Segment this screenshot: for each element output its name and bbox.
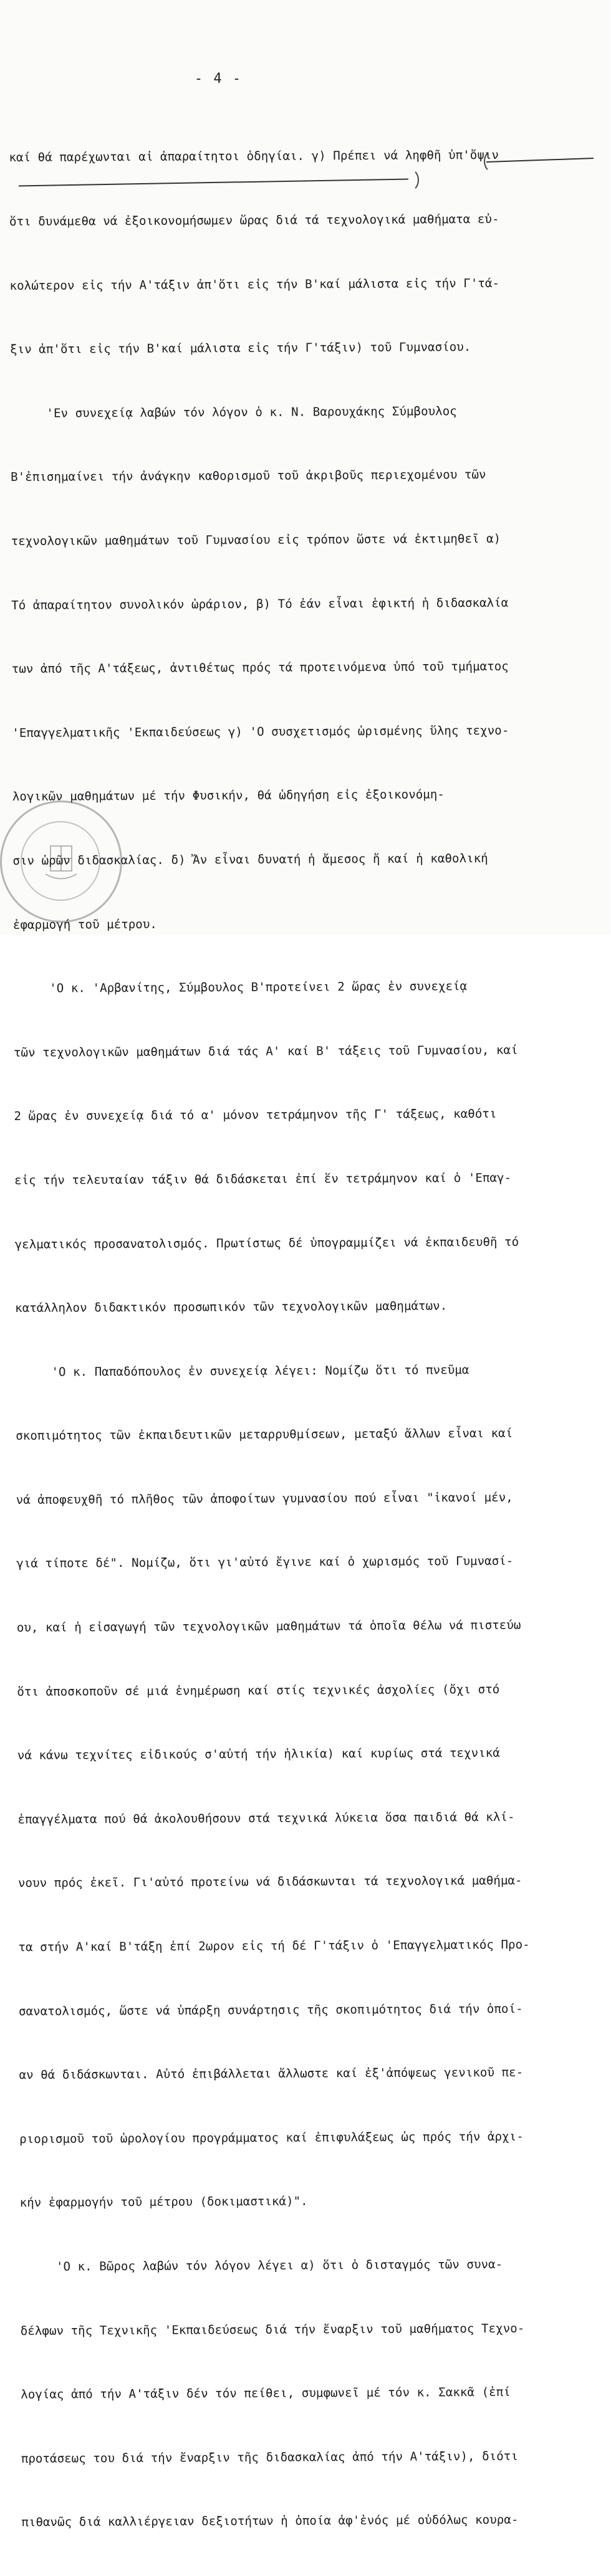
document-body: [9, 102, 611, 2576]
text-line: 'Ο κ. 'Αρβανίτης, Σύμβουλος Β'προτείνει 2 ὥρας ἐν συνεχείᾳ: [13, 979, 468, 996]
text-line: τῶν τεχνολογικῶν μαθημάτων διά τάς Α' καί Β' τάξεις τοῦ Γυμνασίου, καί: [13, 1042, 518, 1060]
page-number: - 4 -: [194, 71, 243, 87]
text-line: ἐπαγγέλματα πού θά ἀκολουθήσουν στά τεχνικά λύκεια ὅσα παιδιά θά κλί-: [17, 1809, 515, 1827]
text-line: κατάλληλον διδακτικόν προσωπικόν τῶν τεχνολογικῶν μαθημάτων.: [15, 1298, 448, 1316]
text-line: ἐφαρμογή τοῦ μέτρου.: [12, 916, 157, 932]
text-line: 'Ο κ. Παπαδόπουλος ἐν συνεχείᾳ λέγει: Νομίζω ὅτι τό πνεῦμα: [15, 1362, 469, 1379]
text-line: αν θά διδάσκωνται. Αὐτό ἐπιβάλλεται ἄλλωστε καί ἐξ'ἀπόψεως γενικοῦ πε-: [19, 2065, 524, 2083]
text-line: σκοπιμότητος τῶν ἐκπαιδευτικῶν μεταρρυθμίσεων, μεταξύ ἄλλων εἶναι καί: [16, 1426, 513, 1443]
text-line: ὅτι ἀποσκοποῦν σέ μιά ἐνημέρωση καί στίς τεχνικές ἀσχολίες (ὄχι στό: [17, 1681, 500, 1699]
text-line: 'Εν συνεχείᾳ λαβών τόν λόγον ὁ κ. Ν. Βαρουχάκης Σύμβουλος: [10, 404, 457, 421]
text-line: Τό ἀπαραίτητον συνολικόν ὡράριον, β) Τό ἐάν εἶναι ἐφικτή ἡ διδασκαλία: [11, 595, 509, 612]
text-line: πιθανῶς διά καλλιέργειαν δεξιοτήτων ἡ ὁποία ἀφ'ἑνός μέ οὐδόλως κουρα-: [21, 2512, 519, 2530]
text-line: Β'ἐπισημαίνει τήν ἀνάγκην καθορισμοῦ τοῦ ἀκριβοῦς περιεχομένου τῶν: [11, 467, 486, 485]
text-line: ριορισμοῦ τοῦ ὡρολογίου προγράμματος καί ἐπιφυλάξεως ὡς πρός τήν ἀρχι-: [19, 2129, 524, 2146]
text-line: ου, καί ἡ εἰσαγωγή τῶν τεχνολογικῶν μαθημάτων τά ὁποῖα θέλω νά πιστεύω: [16, 1617, 521, 1635]
handwritten-bracket-close: [399, 168, 419, 192]
text-line: τα στήν Α'καί Β'τάξη ἐπί 2ωρον εἰς τή δέ Γ'τάξιν ὁ 'Επαγγελματικός Προ-: [18, 1937, 530, 1954]
text-line: 'Επαγγελματικῆς 'Εκπαιδεύσεως γ) 'Ο συσχετισμός ὡρισμένης ὕλης τεχνο-: [12, 723, 509, 740]
text-line: κήν ἐφαρμογήν τοῦ μέτρου (δοκιμαστικά)".: [19, 2193, 308, 2210]
text-line: γιά τίποτε δέ". Νομίζω, ὅτι γι'αὐτό ἔγινε καί ὁ χωρισμός τοῦ Γυμνασί-: [16, 1554, 514, 1571]
text-line: προτάσεως του διά τήν ἔναρξιν τῆς διδασκαλίας ἀπό τήν Α'τάξιν), διότι: [21, 2448, 518, 2466]
text-line: νά κάνω τεχνίτες εἰδικούς σ'αὐτή τήν ἡλικία) καί κυρίως στά τεχνικά: [17, 1746, 500, 1763]
text-line: σανατολισμός, ὥστε νά ὑπάρξη συνάρτησις τῆς σκοπιμότητος διά τήν ὁποί-: [18, 2001, 523, 2018]
text-line: δέλφων τῆς Τεχνικῆς 'Εκπαιδεύσεως διά τήν ἔναρξιν τοῦ μαθήματος Τεχνο-: [20, 2321, 525, 2338]
text-line: νουν πρός ἐκεῖ. Γι'αὐτό προτείνω νά διδάσκωνται τά τεχνολογικά μαθήμα-: [17, 1873, 522, 1891]
text-line: κολώτερον εἰς τήν Α'τάξιν ἀπ'ὅτι εἰς τήν Β'καί μάλιστα εἰς τήν Γ'τά-: [9, 275, 500, 293]
text-line: λογικῶν μαθημάτων μέ τήν Φυσικήν, θά ὡδηγήση εἰς ἐξοικονόμη-: [12, 787, 445, 804]
text-line: εἰς τήν τελευταίαν τάξιν θά διδάσκεται ἐπί ἕν τετράμηνον καί ὁ 'Επαγ-: [14, 1170, 512, 1187]
text-line: 2 ὥρας ἐν συνεχείᾳ διά τό α' μόνον τετράμηνον τῆς Γ' τάξεως, καθότι: [14, 1106, 497, 1124]
archive-seal-stamp: [0, 801, 122, 923]
text-line: γελματικός προσανατολισμός. Πρωτίστως δέ ὑπογραμμίζει νά ἐκπαιδευθῆ τό: [14, 1234, 519, 1252]
text-line: τεχνολογικῶν μαθημάτων τοῦ Γυμνασίου εἰς τρόπον ὥστε νά ἐκτιμηθεῖ α): [11, 531, 501, 548]
text-line: 'Ο κ. Βῶρος λαβών τόν λόγον λέγει α) ὅτι ὁ δισταγμός τῶν συνα-: [20, 2256, 503, 2274]
text-line: ξιν ἀπ'ὅτι εἰς τήν Β'καί μάλιστα εἰς τήν Γ'τάξιν) τοῦ Γυμνασίου.: [9, 340, 471, 357]
seal-emblem-icon: [2, 802, 120, 921]
text-line: καί θά παρέχωνται αἱ ἀπαραίτητοι ὁδηγίαι. γ) Πρέπει νά ληφθῆ ὑπ'ὄψιν: [9, 148, 499, 165]
text-line: σιν ὡρῶν διδασκαλίας. δ) Ἄν εἶναι δυνατή ἡ ἄμεσος ἤ καί ἡ καθολική: [12, 850, 488, 868]
text-line: ὅτι δυνάμεθα νά ἐξοικονομήσωμεν ὥρας διά τά τεχνολογικά μαθήματα εὐ-: [9, 211, 499, 229]
text-line: λογίας ἀπό τήν Α'τάξιν δέν τόν πείθει, συμφωνεῖ μέ τόν κ. Σακκᾶ (ἐπί: [21, 2385, 511, 2402]
text-line: νά ἀποφευχθῆ τό πλῆθος τῶν ἀποφοίτων γυμνασίου πού εἶναι "ἱκανοί μέν,: [16, 1490, 513, 1507]
text-line: των ἀπό τῆς Α'τάξεως, ἀντιθέτως πρός τά προτεινόμενα ὑπό τοῦ τμήματος: [11, 658, 509, 677]
